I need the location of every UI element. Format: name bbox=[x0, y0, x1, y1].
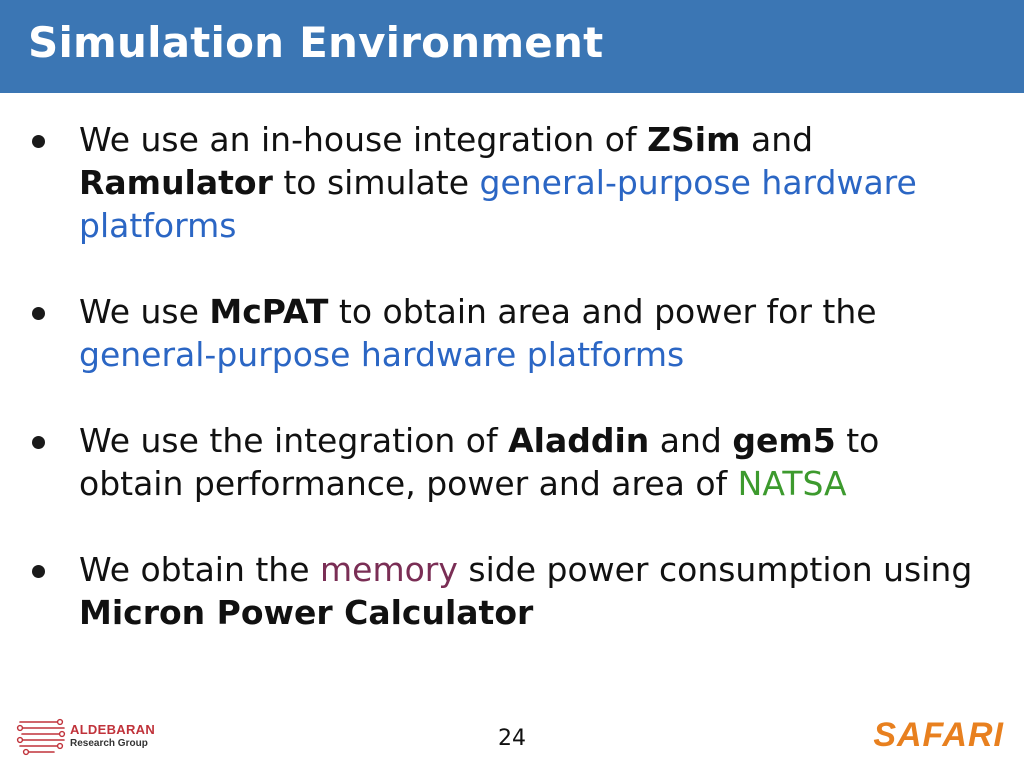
gem5-term: gem5 bbox=[732, 421, 836, 460]
title-bar bbox=[0, 0, 1024, 93]
aladdin-term: Aladdin bbox=[508, 421, 650, 460]
bullet-zsim-ramulator bbox=[28, 118, 988, 247]
bullet-dot-icon bbox=[32, 436, 45, 449]
natsa-highlight: NATSA bbox=[737, 464, 847, 503]
bullet-text: We obtain the bbox=[79, 550, 321, 589]
mcpat-term: McPAT bbox=[209, 292, 329, 331]
bullet-dot-icon bbox=[32, 307, 45, 320]
bullet-mcpat bbox=[28, 290, 988, 376]
logo-name: ALDEBARAN bbox=[70, 722, 156, 737]
bullet-text: side power consumption using bbox=[457, 550, 973, 589]
bullet-text: to simulate bbox=[272, 163, 480, 202]
zsim-term: ZSim bbox=[647, 120, 741, 159]
bullet-text: to obtain area and power for the bbox=[328, 292, 877, 331]
bullet-text: to obtain performance, power and area of bbox=[79, 421, 880, 503]
bullet-text: We use the integration of bbox=[79, 421, 509, 460]
bullet-text: and bbox=[740, 120, 814, 159]
bullet-aladdin-gem5 bbox=[28, 419, 988, 505]
ramulator-term: Ramulator bbox=[79, 163, 273, 202]
bullet-memory-power bbox=[28, 548, 988, 634]
general-purpose-highlight: general-purpose hardware platforms bbox=[79, 163, 917, 245]
bullet-text: We use bbox=[79, 292, 210, 331]
slide-title: Simulation Environment bbox=[28, 18, 604, 67]
bullet-text: We use an in-house integration of bbox=[79, 120, 648, 159]
logo-subtitle: Research Group bbox=[70, 738, 148, 749]
general-purpose-highlight: general-purpose hardware platforms bbox=[79, 335, 685, 374]
micron-calculator-term: Micron Power Calculator bbox=[79, 593, 534, 632]
safari-logo: SAFARI bbox=[873, 716, 1004, 754]
bullet-dot-icon bbox=[32, 135, 45, 148]
memory-highlight: memory bbox=[320, 550, 458, 589]
bullet-text: and bbox=[649, 421, 733, 460]
page-number: 24 bbox=[498, 726, 526, 751]
bullet-list bbox=[28, 118, 988, 677]
bullet-dot-icon bbox=[32, 565, 45, 578]
